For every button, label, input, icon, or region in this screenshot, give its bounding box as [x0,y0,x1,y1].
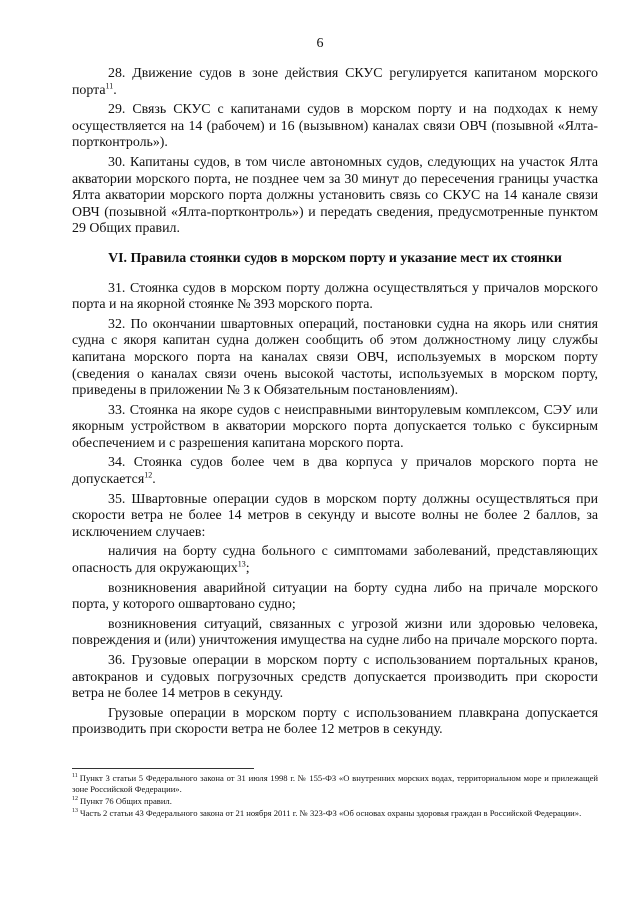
paragraph-text: 31. Стоянка судов в морском порту должна осуществляться у причалов морского порта и на якорной стоянке № 393 морского порта. [72,280,598,313]
paragraph-29 [72,102,598,152]
footnote-mark: 13 [72,808,78,815]
paragraph-36-continued [72,706,598,739]
footnote-11 [72,773,598,795]
paragraph-30 [72,155,598,238]
paragraph-text: наличия на борту судна больного с симптомами заболеваний, представляющих опасность для окружающих [72,544,598,577]
footnote-text: Часть 2 статьи 43 Федерального закона от 21 ноября 2011 г. № 323-ФЗ «Об основах охраны здоровья граждан в Российской Федерации». [80,808,582,818]
footnote-12 [72,796,598,807]
paragraph-tail: . [152,472,156,488]
footnotes [72,773,598,820]
paragraph-text: 34. Стоянка судов более чем в два корпуса у причалов морского порта не допускается [72,455,598,488]
footnote-text: Пункт 76 Общих правил. [80,796,172,806]
footnote-reference: 13 [237,559,246,569]
paragraph-33 [72,403,598,453]
paragraph-35-exception-2 [72,581,598,614]
paragraph-32 [72,317,598,400]
page-number: 6 [316,36,324,51]
paragraph-text: Грузовые операции в морском порту с использованием плавкрана допускается производить при скорости ветра не более 12 метров в секунду. [72,705,598,738]
paragraph-text: 29. Связь СКУС с капитанами судов в морском порту и на подходах к нему осуществляется на 14 (рабочем) и 16 (вызывном) каналах связи ОВЧ (позывной «Ялта-портконтроль»). [72,102,598,151]
paragraph-31 [72,281,598,314]
footnote-mark: 11 [72,773,78,780]
paragraph-text: 30. Капитаны судов, в том числе автономных судов, следующих на участок Ялта акватории морского порта, не позднее чем за 30 минут до пересечения границы участка Ялта акватории морского порта должны установить связь со СКУС на 14 канале связи ОВЧ (позывной «Ялта-портконтроль») и передать сведения, предусмотренные пунктом 29 Общих правил. [72,154,598,237]
section-heading: VI. Правила стоянки судов в морском порту и указание мест их стоянки [108,250,562,266]
paragraph-text: 33. Стоянка на якоре судов с неисправными винторулевым комплексом, СЭУ или якорным устройством в акватории морского порта допускается только с буксирным обеспечением и с разрешения капитана морского порта. [72,402,598,451]
paragraph-text: 28. Движение судов в зоне действия СКУС регулируется капитаном морского порта [72,66,598,98]
paragraph-35 [72,492,598,542]
footnote-separator [72,768,254,769]
paragraph-34 [72,455,598,488]
paragraph-text: 32. По окончании швартовных операций, постановки судна на якорь или снятия судна с якоря капитан судна должен сообщить об этом должностному лицу службы капитана морского порта на каналах связи ОВЧ, используемых в морском порту (сведения о каналах связи очень высокой частоты, используемых в морском порту, приведены в приложении № 3 к Обязательным постановлениям). [72,316,598,399]
paragraph-35-exception-3 [72,617,598,650]
footnote-13 [72,808,598,819]
paragraph-text: 36. Грузовые операции в морском порту с использованием портальных кранов, автокранов и судовых погрузочных средств допускается производить при скорости ветра не более 14 метров в секунду. [72,653,598,702]
paragraph-28 [72,66,598,99]
footnote-reference: 12 [144,470,153,480]
paragraph-tail: ; [245,561,250,577]
footnote-mark: 12 [72,796,78,803]
paragraph-text: возникновения ситуаций, связанных с угрозой жизни или здоровью человека, повреждения и (или) уничтожения имущества на судне либо на причале морского порта. [72,616,598,649]
footnote-text: Пункт 3 статьи 5 Федерального закона от 31 июля 1998 г. № 155-ФЗ «О внутренних морских водах, территориальном море и прилежащей зоне Российской Федерации». [72,773,598,794]
paragraph-36 [72,653,598,703]
footnote-reference: 11 [105,80,114,90]
paragraph-text: возникновения аварийной ситуации на борту судна либо на причале морского порта, у которого ошвартовано судно; [72,580,598,613]
paragraph-text: 35. Швартовные операции судов в морском порту должны осуществляться при скорости ветра не более 14 метров в секунду и высоте волны не более 2 баллов, за исключением случаев: [72,491,598,540]
paragraph-35-exception-1 [72,544,598,577]
document-body [72,66,598,742]
paragraph-tail: . [113,82,117,98]
